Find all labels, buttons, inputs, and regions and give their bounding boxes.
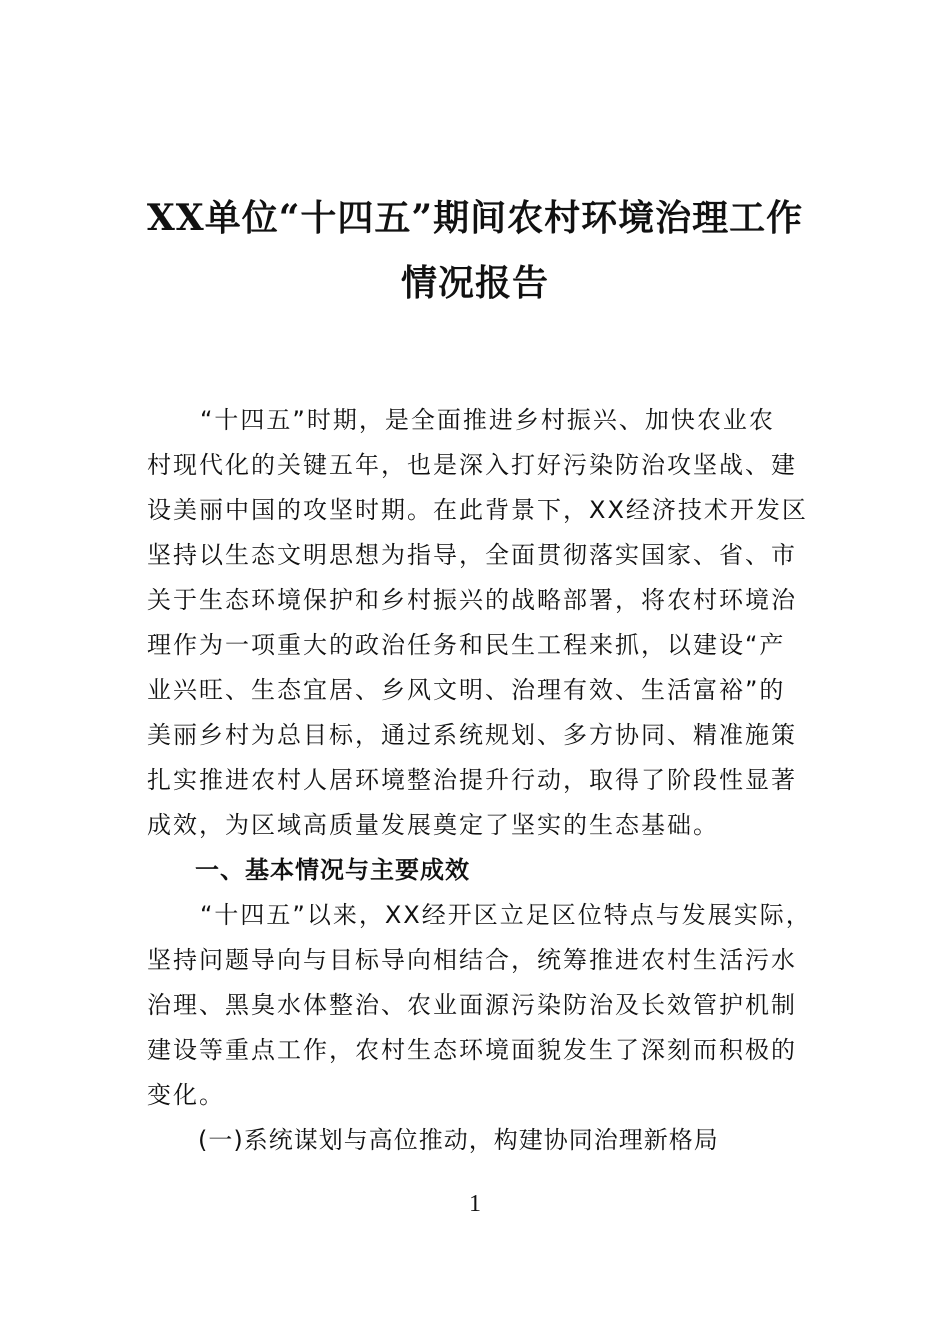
section-1-line: “十四五”以来，XX经开区立足区位特点与发展实际， <box>200 901 812 929</box>
intro-line: 村现代化的关键五年，也是深入打好污染防治攻坚战、建 <box>147 451 797 479</box>
intro-line: 美丽乡村为总目标，通过系统规划、多方协同、精准施策 <box>147 721 797 749</box>
document-title-line-2: 情况报告 <box>400 262 549 304</box>
intro-line: 业兴旺、生态宜居、乡风文明、治理有效、生活富裕”的 <box>147 676 786 704</box>
section-1-heading: 一、基本情况与主要成效 <box>195 856 470 884</box>
intro-line: “十四五”时期，是全面推进乡村振兴、加快农业农 <box>200 406 775 434</box>
section-1-line: 变化。 <box>147 1081 225 1109</box>
subsection-1-heading: (一)系统谋划与高位推动，构建协同治理新格局 <box>198 1126 719 1154</box>
intro-line: 坚持以生态文明思想为指导，全面贯彻落实国家、省、市 <box>147 541 797 569</box>
section-1-line: 建设等重点工作，农村生态环境面貌发生了深刻而积极的 <box>147 1036 797 1064</box>
intro-line: 设美丽中国的攻坚时期。在此背景下，XX经济技术开发区 <box>147 496 808 524</box>
intro-line: 成效，为区域高质量发展奠定了坚实的生态基础。 <box>147 811 719 839</box>
page-number: 1 <box>469 1191 481 1217</box>
document-title-line-1: XX单位“十四五”期间农村环境治理工作 <box>146 197 804 239</box>
section-1-line: 坚持问题导向与目标导向相结合，统筹推进农村生活污水 <box>147 946 797 974</box>
intro-line: 关于生态环境保护和乡村振兴的战略部署，将农村环境治 <box>147 586 797 614</box>
intro-line: 理作为一项重大的政治任务和民生工程来抓，以建设“产 <box>147 631 786 659</box>
section-1-line: 治理、黑臭水体整治、农业面源污染防治及长效管护机制 <box>147 991 797 1019</box>
intro-line: 扎实推进农村人居环境整治提升行动，取得了阶段性显著 <box>147 766 797 794</box>
